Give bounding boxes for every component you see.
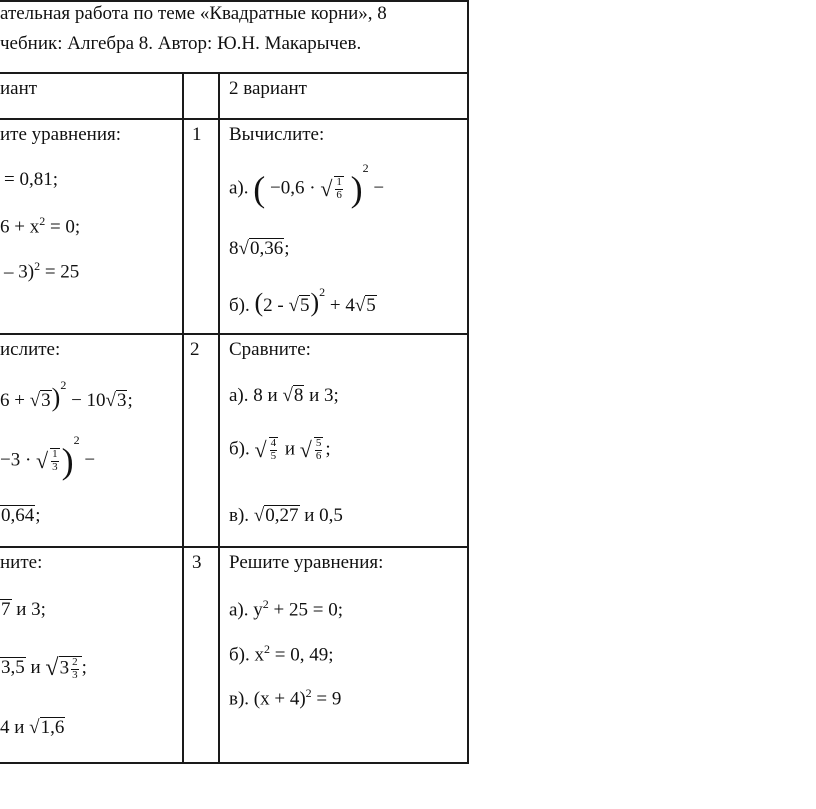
row-2-left-b-minus: − [84,449,96,471]
row-1-right-a2-post: ; [284,238,290,259]
row-3-number: 3 [192,552,202,573]
row-1-left-c-exp: 2 [34,259,41,273]
row-3-left-b [0,655,87,682]
row-3-right-title: Решите уравнения: [229,552,384,573]
row-3-left-c-radicand: 1,6 [40,717,65,738]
row-1-left-b-pre: 6 + x [0,216,40,238]
row-1-right-a-den: 6 [336,189,342,201]
row-1-right-a-close-paren: ) [350,169,363,209]
row-3-right-c-exp: 2 [305,686,312,700]
table-border-bottom [0,762,469,764]
row-1-left-title: ите уравнения: [0,124,122,145]
row-1-right-b-radicand-2: 5 [366,295,376,316]
header-line-2: чебник: Алгебра 8. Автор: Ю.Н. Макарычев. [0,33,362,54]
row-2-right-c-label: в). [229,505,254,526]
row-1-right-b-radicand: 5 [299,295,310,316]
row-3-left-b-and: и [25,656,46,678]
row-2-left-c-radicand: 0,64 [1,505,35,526]
row-2-left-title: ислите: [0,339,61,360]
row-2-right-b-num-2: 5 [315,437,322,450]
row-2-right-b-fraction-2 [314,437,324,462]
row-1-left-a: = 0,81; [4,169,58,190]
row-2-left-c [0,505,41,527]
row2-divider [0,546,469,548]
row-1-right-b-label: б). [229,295,250,316]
row-1-number: 1 [192,124,202,145]
row-2-left-a-exp: 2 [60,377,67,392]
row-2-right-c-radicand: 0,27 [265,505,299,526]
row-3-right-a-pre: а). y [229,599,263,621]
column-divider-left [182,72,184,764]
row-2-right-b-root-sign-2: √ [299,437,312,462]
table-border-top [0,0,469,2]
row-2-right-b-fraction-1 [269,437,279,462]
column-divider-right [218,72,220,764]
row-2-left-b-num: 1 [52,448,58,461]
row-2-right-b-label: б). [229,438,250,460]
row-2-right-title: Сравните: [229,339,311,360]
row-1-right-a-exp: 2 [362,161,369,176]
row-3-left-a-post: и 3; [11,599,46,620]
row-3-left-b-fraction [71,657,79,681]
row-1-right-a2-coef: 8 [229,238,239,259]
row-2-right-a-radicand: 8 [293,385,304,406]
row-2-left-b-close-paren: ) [61,441,74,481]
row-2-right-a-label: а). 8 и [229,385,283,406]
row-1-left-c-pre: – 3) [4,261,35,283]
row-1-right-b-mid: + 4 [329,295,355,316]
variant-1-header: иант [0,78,38,99]
row-3-left-b-mixed [59,656,82,681]
row-2-left-b-root-sign: √ [36,448,49,473]
row-3-right-b-post: = 0, 49; [270,644,334,666]
row-3-right-c-pre: в). (x + 4) [229,688,306,710]
row-3-left-b-post: ; [81,656,87,678]
row-2-right-b-den-1: 5 [270,450,277,462]
row-1-right-a-label: а). [229,177,249,199]
row-3-left-a [0,599,46,621]
row-1-left-c [4,259,79,283]
row-2-left-a-radicand: 3 [41,390,51,411]
row-1-right-a-open-paren: ( [253,169,266,209]
row-1-right-a-minus: − [373,177,385,199]
row-1-left-b-post: = 0; [45,216,81,238]
row-3-left-c-pre: 4 и [0,717,30,738]
row-3-right-a [229,597,343,621]
row-3-left-title: ните: [0,552,43,573]
row-1-right-a [229,161,385,210]
row-2-left-b-pre: −3 · [0,449,37,471]
row-2-right-a: а). 8 и √8 и 3; [229,385,339,406]
row-2-left-b [0,433,96,482]
row-1-right-b-pre: 2 - [263,295,289,316]
row-1-left-b-exp: 2 [39,214,46,228]
row-2-right-b-and: и [280,438,300,460]
row-2-right-b-num-1: 4 [270,437,277,450]
row-3-left-b-radicand: 3,5 [1,656,25,678]
row-2-right-a-post: и 3; [304,385,339,406]
row-1-right-a2-radicand: 0,36 [249,238,284,259]
row-1-right-a-num: 1 [336,176,342,189]
row-2-right-b-post: ; [325,438,331,460]
table-border-right [467,0,469,764]
row-3-right-c-post: = 9 [311,688,342,710]
row-3-left-b-root-sign: √ [45,655,59,681]
row-1-right-b-open-paren: ( [254,288,264,317]
row-2-left-b-den: 3 [52,461,58,473]
row-2-left-a-pre: 6 + [0,390,30,411]
row-1-right-b: б). (2 - √5)$^2$ + 4√5 [229,284,376,317]
row-2-left-a-radicand-2: 3 [116,390,127,411]
row-3-right-b [229,642,334,666]
row-2-left-b-exp: 2 [73,433,80,448]
row-1-right-a-coef: −0,6 · [270,177,316,199]
row-1-right-a-root-sign: √ [320,176,333,201]
row-3-left-c: 4 и √1,6 [0,717,65,738]
row-2-left-b-fraction [50,448,60,473]
row-3-left-b-den: 3 [72,668,78,681]
row-3-left-b-whole: 3 [59,657,70,679]
row-1-left-c-post: = 25 [40,261,80,283]
row-2-left-a-post: ; [127,390,133,411]
row-2-right-b-root-sign-1: √ [254,437,267,462]
row-3-right-b-pre: б). x [229,644,264,666]
variant-2-header: 2 вариант [229,78,307,99]
row-3-right-c [229,686,341,710]
row-3-right-b-exp: 2 [264,642,270,656]
row-1-right-b-exp: 2 [319,284,326,299]
row-2-right-b-den-2: 6 [315,450,322,462]
row-2-left-c-post: ; [35,505,41,526]
row-3-left-b-num: 2 [72,655,78,668]
column-header-divider [0,118,469,120]
row-1-right-title: Вычислите: [229,124,325,145]
row-2-right-b [229,437,331,463]
row-2-left-a-mid: − 10 [66,390,106,411]
row-3-left-a-radicand: 7 [1,599,11,620]
row1-divider [0,333,469,335]
row-3-right-a-exp: 2 [262,597,269,611]
row-1-right-a2: 8√0,36; [229,238,290,259]
row-1-right-b-close-paren: ) [310,288,320,317]
row-2-left-a-close-paren: ) [51,383,61,412]
row-3-right-a-post: + 25 = 0; [268,599,343,621]
row-1-left-b [0,214,80,238]
row-2-right-c-post: и 0,5 [299,505,343,526]
row-2-number: 2 [190,339,200,360]
row-2-right-c: в). √0,27 и 0,5 [229,505,343,526]
header-divider [0,72,469,74]
row-1-right-a-fraction [334,176,344,201]
header-line-1: ательная работа по теме «Квадратные корни», 8 [0,3,387,24]
row-2-left-a: 6 + √3)$^2$ − 10√3; [0,377,133,412]
